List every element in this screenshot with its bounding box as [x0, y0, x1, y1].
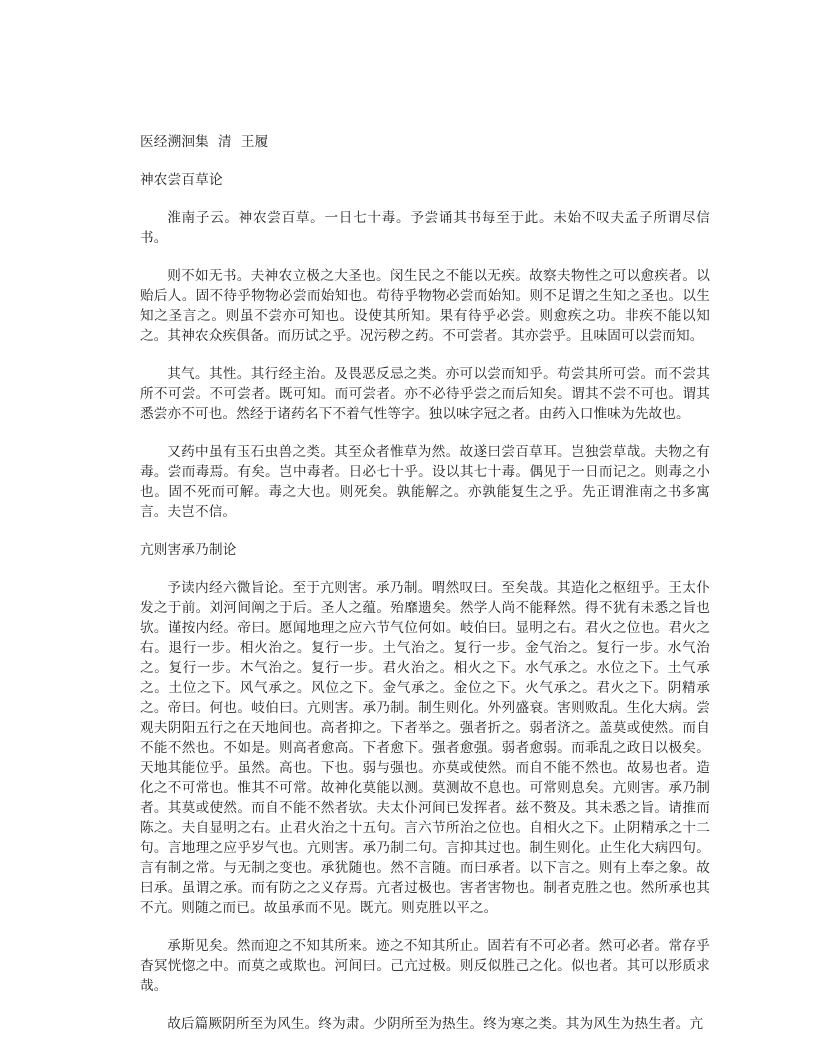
- body-paragraph: 则不如无书。夫神农立极之大圣也。闵生民之不能以无疾。故察夫物性之可以愈疾者。以贻后人。固不待乎物物必尝而始知也。苟待乎物物必尝而始知。则不足谓之生知之圣也。以生知之圣言之。则虽不尝亦可知也。设使其所知。果有待乎必尝。则愈疾之功。非疾不能以知之。其神农众疾俱备。而历试之乎。况污秽之药。不可尝者。其亦尝乎。且味固可以尝而知。: [140, 268, 710, 344]
- body-paragraph: 其气。其性。其行经主治。及畏恶反忌之类。亦可以尝而知乎。苟尝其所可尝。而不尝其所不可尝。不可尝者。既可知。而可尝者。亦不必待乎尝之而后知矣。谓其不尝不可也。谓其悉尝亦不可也。然经于诸药名下不着气性等字。独以味字冠之者。由药入口惟味为先故也。: [140, 366, 710, 422]
- body-paragraph: 予读内经六微旨论。至于亢则害。承乃制。喟然叹曰。至矣哉。其造化之枢纽乎。王太仆发之于前。刘河间阐之于后。圣人之蕴。殆靡遗矣。然学人尚不能释然。得不犹有未悉之旨也欤。谨按内经。帝曰。愿闻地理之应六节气位何如。岐伯曰。显明之右。君火之位也。君火之右。退行一步。相火治之。复行一步。土气治之。复行一步。金气治之。复行一步。水气治之。复行一步。木气治之。复行一步。君火治之。相火之下。水气承之。水位之下。土气承之。土位之下。风气承之。风位之下。金气承之。金位之下。火气承之。君火之下。阴精承之。帝曰。何也。岐伯曰。亢则害。承乃制。制生则化。外列盛衰。害则败乱。生化大病。尝观夫阴阳五行之在天地间也。高者抑之。下者举之。强者折之。弱者济之。盖莫或使然。而自不能不然也。不如是。则高者愈高。下者愈下。强者愈强。弱者愈弱。而乖乱之政日以极矣。天地其能位乎。虽然。高也。下也。弱与强也。亦莫或使然。而自不能不然也。故易也者。造化之不可常也。惟其不可常。故神化莫能以测。莫测故不息也。可常则息矣。亢则害。承乃制者。其莫或使然。而自不能不然者欤。夫太仆河间已发挥者。兹不赘及。其未悉之旨。请推而陈之。夫自显明之右。止君火治之十五句。言六节所治之位也。自相火之下。止阴精承之十二句。言地理之应乎岁气也。亢则害。承乃制二句。言抑其过也。制生则化。止生化大病四句。言有制之常。与无制之变也。承犹随也。然不言随。而曰承者。以下言之。则有上奉之象。故曰承。虽谓之承。而有防之之义存焉。亢者过极也。害者害物也。制者克胜之也。然所承也其不亢。则随之而已。故虽承而不见。既亢。则克胜以平之。: [140, 580, 710, 916]
- body-paragraph: 故后篇厥阴所至为风生。终为肃。少阴所至为热生。终为寒之类。其为风生为热生者。亢: [167, 1016, 704, 1032]
- section-heading-kangzehai: 亢则害承乃制论: [140, 542, 237, 558]
- body-paragraph: 又药中虽有玉石虫兽之类。其至众者惟草为然。故遂曰尝百草耳。岂独尝草哉。夫物之有毒。尝而毒焉。有矣。岂中毒者。日必七十乎。设以其七十毒。偶见于一日而记之。则毒之小也。固不死而可解。毒之大也。则死矣。孰能解之。亦孰能复生之乎。先正谓淮南之书多寓言。夫岂不信。: [140, 444, 710, 520]
- section-heading-shennong: 神农尝百草论: [140, 172, 223, 188]
- document-title: 医经溯洄集 清 王履: [140, 134, 269, 150]
- body-paragraph: 承斯见矣。然而迎之不知其所来。迹之不知其所止。固若有不可必者。然可必者。常存乎杳冥恍惚之中。而莫之或欺也。河间曰。己亢过极。则反似胜己之化。似也者。其可以形质求哉。: [140, 938, 710, 994]
- body-paragraph: 淮南子云。神农尝百草。一日七十毒。予尝诵其书每至于此。未始不叹夫孟子所谓尽信书。: [140, 210, 710, 246]
